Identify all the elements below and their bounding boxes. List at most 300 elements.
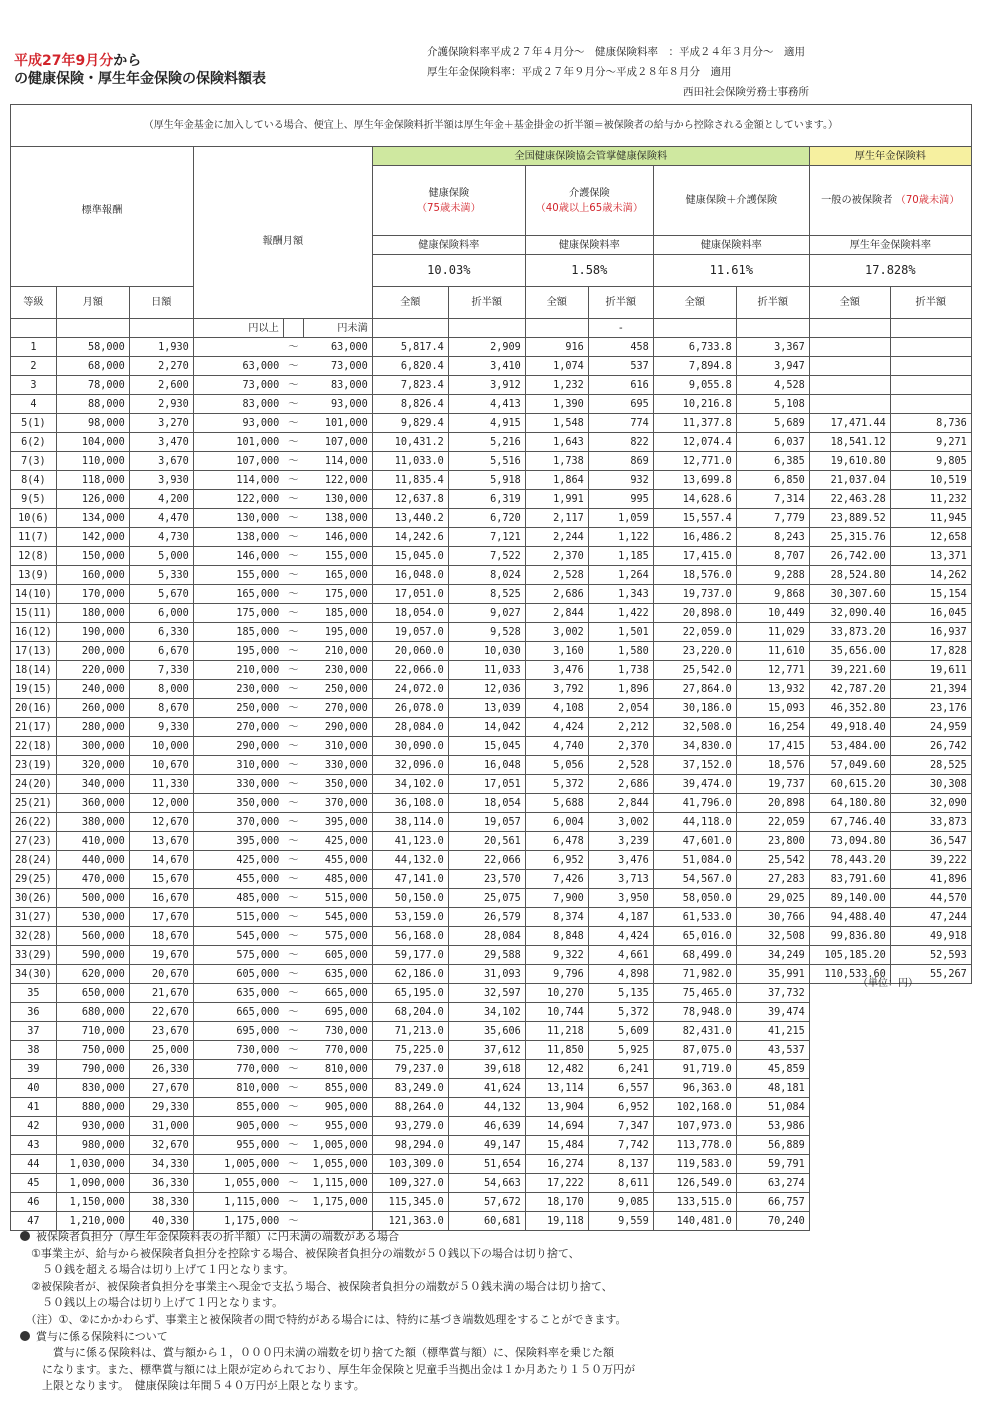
- cell-hc-full: 20,898.0: [653, 604, 736, 623]
- cell-hc-full: 6,733.8: [653, 338, 736, 357]
- cell-hc-half: 45,859: [736, 1060, 809, 1079]
- hc-half-header: 折半額: [736, 287, 809, 319]
- table-row: [11, 604, 972, 623]
- cell-care-full: 16,274: [525, 1155, 588, 1174]
- note-text: 上限となります。 健康保険は年間５４０万円が上限となります。: [20, 1379, 365, 1393]
- cell-pension-full: 28,524.80: [809, 566, 890, 585]
- cell-range-from: 370,000: [193, 813, 283, 832]
- cell-pension-half: 19,611: [890, 661, 971, 680]
- table-row: [11, 775, 972, 794]
- cell-hc-full: 58,050.0: [653, 889, 736, 908]
- health-care-rate-label: 健康保険料率: [653, 236, 809, 255]
- cell-care-full: 6,478: [525, 832, 588, 851]
- cell-health-half: 2,909: [448, 338, 525, 357]
- table-row: [11, 1098, 972, 1117]
- cell-health-half: 46,639: [448, 1117, 525, 1136]
- cell-hc-full: 32,508.0: [653, 718, 736, 737]
- cell-grade: 33(29): [11, 946, 57, 965]
- cell-monthly: 88,000: [56, 395, 129, 414]
- cell-health-half: 23,570: [448, 870, 525, 889]
- cell-range-sep: ～: [283, 908, 303, 927]
- care-label: 介護保険: [568, 187, 610, 199]
- table-row: [11, 832, 972, 851]
- cell-health-half: 8,024: [448, 566, 525, 585]
- cell-range-to: 93,000: [303, 395, 372, 414]
- cell-pension-full: 110,533.60: [809, 965, 890, 984]
- cell-range-from: 730,000: [193, 1041, 283, 1060]
- cell-care-full: 5,372: [525, 775, 588, 794]
- note-line: [20, 1362, 995, 1379]
- cell-range-from: 93,000: [193, 414, 283, 433]
- table-row: [11, 680, 972, 699]
- cell-care-half: 1,264: [588, 566, 653, 585]
- cell-care-half: 2,212: [588, 718, 653, 737]
- cell-daily: 6,000: [129, 604, 193, 623]
- cell-pension-half: 33,873: [890, 813, 971, 832]
- cell-hc-half: 66,757: [736, 1193, 809, 1212]
- cell-grade: 39: [11, 1060, 57, 1079]
- cell-hc-full: 7,894.8: [653, 357, 736, 376]
- cell-health-full: 24,072.0: [372, 680, 448, 699]
- cell-health-full: 19,057.0: [372, 623, 448, 642]
- cell-health-half: 5,918: [448, 471, 525, 490]
- cell-pension-half: 13,371: [890, 547, 971, 566]
- cell-hc-full: 30,186.0: [653, 699, 736, 718]
- cell-daily: 6,670: [129, 642, 193, 661]
- cell-care-half: 6,557: [588, 1079, 653, 1098]
- cell-range-from: 810,000: [193, 1079, 283, 1098]
- cell-daily: 18,670: [129, 927, 193, 946]
- cell-monthly: 78,000: [56, 376, 129, 395]
- cell-health-full: 32,096.0: [372, 756, 448, 775]
- cell-daily: 11,330: [129, 775, 193, 794]
- cell-grade: 36: [11, 1003, 57, 1022]
- cell-pension-half: 44,570: [890, 889, 971, 908]
- hc-full-header: 全額: [653, 287, 736, 319]
- cell-pension-full: 22,463.28: [809, 490, 890, 509]
- cell-monthly: 300,000: [56, 737, 129, 756]
- header-line2: 厚生年金保険料率：平成２７年９月分～平成２８年８月分 適用: [427, 66, 732, 78]
- cell-health-half: 29,588: [448, 946, 525, 965]
- cell-health-half: 34,102: [448, 1003, 525, 1022]
- cell-range-sep: ～: [283, 927, 303, 946]
- cell-hc-full: 44,118.0: [653, 813, 736, 832]
- table-row: [11, 547, 972, 566]
- table-row: [11, 851, 972, 870]
- note-line: [20, 1279, 995, 1296]
- cell-monthly: 470,000: [56, 870, 129, 889]
- cell-pension-half: 47,244: [890, 908, 971, 927]
- cell-health-half: 22,066: [448, 851, 525, 870]
- cell-hc-full: 12,074.4: [653, 433, 736, 452]
- cell-pension-full: [809, 395, 890, 414]
- cell-range-from: 695,000: [193, 1022, 283, 1041]
- cell-health-full: 11,033.0: [372, 452, 448, 471]
- cell-health-full: 98,294.0: [372, 1136, 448, 1155]
- cell-monthly: 1,210,000: [56, 1212, 129, 1231]
- header-info: [427, 42, 809, 102]
- cell-range-to: 395,000: [303, 813, 372, 832]
- cell-care-full: 12,482: [525, 1060, 588, 1079]
- pension-rate-label: 厚生年金保険料率: [809, 236, 971, 255]
- cell-grade: 43: [11, 1136, 57, 1155]
- cell-care-full: 18,170: [525, 1193, 588, 1212]
- cell-hc-half: 35,991: [736, 965, 809, 984]
- cell-hc-half: 9,868: [736, 585, 809, 604]
- table-row: [11, 946, 972, 965]
- note-line: [20, 1262, 995, 1279]
- cell-range-sep: ～: [283, 851, 303, 870]
- cell-hc-full: 91,719.0: [653, 1060, 736, 1079]
- note-text: ５０銭以上の場合は切り上げて１円となります。: [20, 1296, 284, 1310]
- cell-pension-half: [890, 1136, 971, 1155]
- cell-care-half: 1,185: [588, 547, 653, 566]
- cell-pension-full: 89,140.00: [809, 889, 890, 908]
- cell-care-half: 9,085: [588, 1193, 653, 1212]
- cell-hc-full: 14,628.6: [653, 490, 736, 509]
- cell-range-to: 330,000: [303, 756, 372, 775]
- care-header: [525, 166, 653, 236]
- cell-hc-full: 11,377.8: [653, 414, 736, 433]
- cell-care-half: 7,742: [588, 1136, 653, 1155]
- cell-pension-full: 57,049.60: [809, 756, 890, 775]
- cell-daily: 23,670: [129, 1022, 193, 1041]
- cell-pension-full: [809, 1155, 890, 1174]
- cell-hc-half: 12,771: [736, 661, 809, 680]
- cell-health-full: 18,054.0: [372, 604, 448, 623]
- cell-monthly: 150,000: [56, 547, 129, 566]
- cell-range-from: 114,000: [193, 471, 283, 490]
- cell-daily: 3,470: [129, 433, 193, 452]
- cell-range-sep: ～: [283, 965, 303, 984]
- cell-care-half: 5,609: [588, 1022, 653, 1041]
- cell-daily: 26,330: [129, 1060, 193, 1079]
- cell-care-half: 1,059: [588, 509, 653, 528]
- cell-hc-half: 41,215: [736, 1022, 809, 1041]
- cell-pension-half: 28,525: [890, 756, 971, 775]
- cell-range-sep: ～: [283, 509, 303, 528]
- cell-pension-half: 14,262: [890, 566, 971, 585]
- cell-monthly: 930,000: [56, 1117, 129, 1136]
- cell-health-full: 6,820.4: [372, 357, 448, 376]
- cell-health-full: 22,066.0: [372, 661, 448, 680]
- cell-pension-half: 24,959: [890, 718, 971, 737]
- cell-pension-full: [809, 1079, 890, 1098]
- cell-pension-half: 9,805: [890, 452, 971, 471]
- cell-care-full: 4,424: [525, 718, 588, 737]
- cell-health-full: 68,204.0: [372, 1003, 448, 1022]
- note-line: [20, 1295, 995, 1312]
- cell-range-to: 515,000: [303, 889, 372, 908]
- cell-monthly: 440,000: [56, 851, 129, 870]
- cell-range-sep: ～: [283, 376, 303, 395]
- cell-hc-half: 53,986: [736, 1117, 809, 1136]
- table-row: [11, 490, 972, 509]
- cell-range-sep: ～: [283, 433, 303, 452]
- cell-range-sep: ～: [283, 1117, 303, 1136]
- cell-hc-full: 75,465.0: [653, 984, 736, 1003]
- cell-health-half: 60,681: [448, 1212, 525, 1231]
- rate-pension: 17.828%: [809, 255, 971, 287]
- cell-range-from: 155,000: [193, 566, 283, 585]
- cell-daily: 34,330: [129, 1155, 193, 1174]
- cell-grade: 45: [11, 1174, 57, 1193]
- cell-hc-full: 16,486.2: [653, 528, 736, 547]
- cell-pension-half: [890, 1060, 971, 1079]
- health-full-header: 全額: [372, 287, 448, 319]
- cell-hc-full: 133,515.0: [653, 1193, 736, 1212]
- cell-pension-half: [890, 1079, 971, 1098]
- cell-grade: 6(2): [11, 433, 57, 452]
- cell-range-to: 1,055,000: [303, 1155, 372, 1174]
- cell-daily: 16,670: [129, 889, 193, 908]
- cell-daily: 4,470: [129, 509, 193, 528]
- cell-care-full: 4,108: [525, 699, 588, 718]
- cell-health-half: 8,525: [448, 585, 525, 604]
- cell-range-from: 855,000: [193, 1098, 283, 1117]
- cell-monthly: 320,000: [56, 756, 129, 775]
- cell-care-half: 6,952: [588, 1098, 653, 1117]
- cell-health-half: 49,147: [448, 1136, 525, 1155]
- cell-hc-half: 37,732: [736, 984, 809, 1003]
- cell-pension-half: 23,176: [890, 699, 971, 718]
- cell-health-half: 3,912: [448, 376, 525, 395]
- cell-health-half: 6,319: [448, 490, 525, 509]
- cell-hc-full: 10,216.8: [653, 395, 736, 414]
- cell-monthly: 110,000: [56, 452, 129, 471]
- cell-hc-half: 29,025: [736, 889, 809, 908]
- cell-care-half: 1,896: [588, 680, 653, 699]
- cell-hc-full: 18,576.0: [653, 566, 736, 585]
- cell-hc-half: 6,037: [736, 433, 809, 452]
- cell-health-half: 44,132: [448, 1098, 525, 1117]
- cell-health-full: 62,186.0: [372, 965, 448, 984]
- table-row: [11, 661, 972, 680]
- cell-care-full: 1,390: [525, 395, 588, 414]
- cell-range-from: 230,000: [193, 680, 283, 699]
- cell-range-sep: ～: [283, 1079, 303, 1098]
- cell-pension-full: 25,315.76: [809, 528, 890, 547]
- office-name: 西田社会保険労務士事務所: [683, 86, 809, 98]
- cell-daily: 21,670: [129, 984, 193, 1003]
- cell-range-sep: ～: [283, 566, 303, 585]
- cell-range-from: 195,000: [193, 642, 283, 661]
- cell-health-full: 36,108.0: [372, 794, 448, 813]
- cell-hc-half: 13,932: [736, 680, 809, 699]
- cell-pension-full: [809, 376, 890, 395]
- cell-health-full: 16,048.0: [372, 566, 448, 585]
- care-half-header: 折半額: [588, 287, 653, 319]
- cell-pension-full: [809, 338, 890, 357]
- care-rate-label: 健康保険料率: [525, 236, 653, 255]
- cell-health-full: 71,213.0: [372, 1022, 448, 1041]
- cell-range-sep: ～: [283, 1212, 303, 1231]
- cell-pension-full: 19,610.80: [809, 452, 890, 471]
- cell-grade: 23(19): [11, 756, 57, 775]
- cell-hc-full: 27,864.0: [653, 680, 736, 699]
- cell-care-half: 4,898: [588, 965, 653, 984]
- cell-care-half: 5,372: [588, 1003, 653, 1022]
- cell-daily: 32,670: [129, 1136, 193, 1155]
- cell-pension-full: [809, 1212, 890, 1231]
- cell-grade: 40: [11, 1079, 57, 1098]
- table-row: [11, 395, 972, 414]
- cell-pension-full: [809, 1098, 890, 1117]
- table-row: [11, 414, 972, 433]
- cell-hc-full: 126,549.0: [653, 1174, 736, 1193]
- cell-pension-half: 9,271: [890, 433, 971, 452]
- cell-hc-half: 15,093: [736, 699, 809, 718]
- cell-grade: 19(15): [11, 680, 57, 699]
- cell-pension-half: [890, 1155, 971, 1174]
- title-suffix: から: [113, 53, 142, 69]
- cell-care-full: 15,484: [525, 1136, 588, 1155]
- cell-hc-full: 15,557.4: [653, 509, 736, 528]
- rate-health: 10.03%: [372, 255, 525, 287]
- table-row: [11, 1212, 972, 1231]
- cell-health-full: 53,159.0: [372, 908, 448, 927]
- cell-care-full: 1,643: [525, 433, 588, 452]
- cell-range-sep: ～: [283, 338, 303, 357]
- cell-range-from: [193, 338, 283, 357]
- cell-care-full: 2,117: [525, 509, 588, 528]
- note-line: [20, 1329, 995, 1346]
- cell-grade: 46: [11, 1193, 57, 1212]
- cell-range-to: 605,000: [303, 946, 372, 965]
- cell-hc-half: 8,707: [736, 547, 809, 566]
- cell-hc-full: 107,973.0: [653, 1117, 736, 1136]
- cell-pension-full: 46,352.80: [809, 699, 890, 718]
- cell-monthly: 126,000: [56, 490, 129, 509]
- cell-hc-full: 12,771.0: [653, 452, 736, 471]
- notes-section: [20, 1229, 995, 1395]
- cell-grade: 11(7): [11, 528, 57, 547]
- cell-care-full: 8,848: [525, 927, 588, 946]
- cell-care-half: 3,713: [588, 870, 653, 889]
- cell-range-to: 63,000: [303, 338, 372, 357]
- cell-care-full: 1,991: [525, 490, 588, 509]
- cell-hc-full: 71,982.0: [653, 965, 736, 984]
- cell-daily: 8,000: [129, 680, 193, 699]
- cell-monthly: 200,000: [56, 642, 129, 661]
- cell-daily: 25,000: [129, 1041, 193, 1060]
- cell-pension-half: 32,090: [890, 794, 971, 813]
- cell-pension-full: 49,918.40: [809, 718, 890, 737]
- cell-care-half: 1,738: [588, 661, 653, 680]
- cell-hc-full: 140,481.0: [653, 1212, 736, 1231]
- cell-range-from: 175,000: [193, 604, 283, 623]
- cell-daily: 5,670: [129, 585, 193, 604]
- cell-care-half: 4,661: [588, 946, 653, 965]
- rate-care: 1.58%: [525, 255, 653, 287]
- cell-grade: 5(1): [11, 414, 57, 433]
- cell-pension-half: 12,658: [890, 528, 971, 547]
- cell-range-from: 515,000: [193, 908, 283, 927]
- cell-monthly: 830,000: [56, 1079, 129, 1098]
- page-title: [14, 52, 266, 88]
- grade-header: 等級: [11, 287, 57, 319]
- cell-daily: 3,930: [129, 471, 193, 490]
- health-half-header: 折半額: [448, 287, 525, 319]
- cell-daily: 15,670: [129, 870, 193, 889]
- cell-range-sep: ～: [283, 1174, 303, 1193]
- cell-range-from: 1,115,000: [193, 1193, 283, 1212]
- cell-range-from: 210,000: [193, 661, 283, 680]
- cell-range-from: 770,000: [193, 1060, 283, 1079]
- cell-care-half: 932: [588, 471, 653, 490]
- cell-grade: 17(13): [11, 642, 57, 661]
- cell-monthly: 1,030,000: [56, 1155, 129, 1174]
- pension-half-header: 折半額: [890, 287, 971, 319]
- cell-health-half: 4,915: [448, 414, 525, 433]
- cell-pension-full: [809, 1041, 890, 1060]
- cell-monthly: 142,000: [56, 528, 129, 547]
- cell-range-from: 545,000: [193, 927, 283, 946]
- cell-range-sep: ～: [283, 395, 303, 414]
- table-row: [11, 452, 972, 471]
- cell-range-sep: ～: [283, 585, 303, 604]
- cell-hc-half: 51,084: [736, 1098, 809, 1117]
- cell-range-from: 165,000: [193, 585, 283, 604]
- cell-hc-full: 9,055.8: [653, 376, 736, 395]
- cell-range-from: 101,000: [193, 433, 283, 452]
- cell-monthly: 134,000: [56, 509, 129, 528]
- cell-health-full: 30,090.0: [372, 737, 448, 756]
- cell-care-half: 3,239: [588, 832, 653, 851]
- cell-care-half: 695: [588, 395, 653, 414]
- cell-hc-full: 39,474.0: [653, 775, 736, 794]
- care-sub-label: （40歳以上65歳未満）: [535, 202, 644, 214]
- cell-hc-full: 51,084.0: [653, 851, 736, 870]
- cell-pension-half: 49,918: [890, 927, 971, 946]
- cell-range-from: 73,000: [193, 376, 283, 395]
- cell-pension-half: 55,267: [890, 965, 971, 984]
- cell-daily: 19,670: [129, 946, 193, 965]
- table-row: [11, 737, 972, 756]
- cell-hc-full: 23,220.0: [653, 642, 736, 661]
- cell-hc-half: 11,029: [736, 623, 809, 642]
- title-red: 平成27年9月分: [14, 53, 114, 69]
- general-header: [809, 166, 971, 236]
- table-row: [11, 756, 972, 775]
- cell-range-from: 1,175,000: [193, 1212, 283, 1231]
- cell-health-half: 39,618: [448, 1060, 525, 1079]
- monthly-pay-header: 報酬月額: [193, 166, 372, 319]
- cell-range-sep: ～: [283, 775, 303, 794]
- cell-monthly: 180,000: [56, 604, 129, 623]
- cell-range-sep: ～: [283, 946, 303, 965]
- cell-grade: 27(23): [11, 832, 57, 851]
- cell-grade: 4: [11, 395, 57, 414]
- cell-health-full: 14,242.6: [372, 528, 448, 547]
- cell-care-half: 6,241: [588, 1060, 653, 1079]
- header-line1: 介護保険料率平成２７年４月分～ 健康保険料率 ：平成２４年３月分～ 適用: [427, 46, 805, 58]
- cell-pension-half: [890, 1212, 971, 1231]
- cell-range-to: 114,000: [303, 452, 372, 471]
- cell-health-full: 103,309.0: [372, 1155, 448, 1174]
- cell-care-half: 2,528: [588, 756, 653, 775]
- cell-pension-half: 36,547: [890, 832, 971, 851]
- cell-pension-half: 39,222: [890, 851, 971, 870]
- monthly-header: 月額: [56, 287, 129, 319]
- cell-monthly: 650,000: [56, 984, 129, 1003]
- cell-range-sep: ～: [283, 984, 303, 1003]
- cell-monthly: 560,000: [56, 927, 129, 946]
- cell-daily: 13,670: [129, 832, 193, 851]
- cell-range-from: 1,005,000: [193, 1155, 283, 1174]
- cell-range-from: 146,000: [193, 547, 283, 566]
- cell-health-full: 20,060.0: [372, 642, 448, 661]
